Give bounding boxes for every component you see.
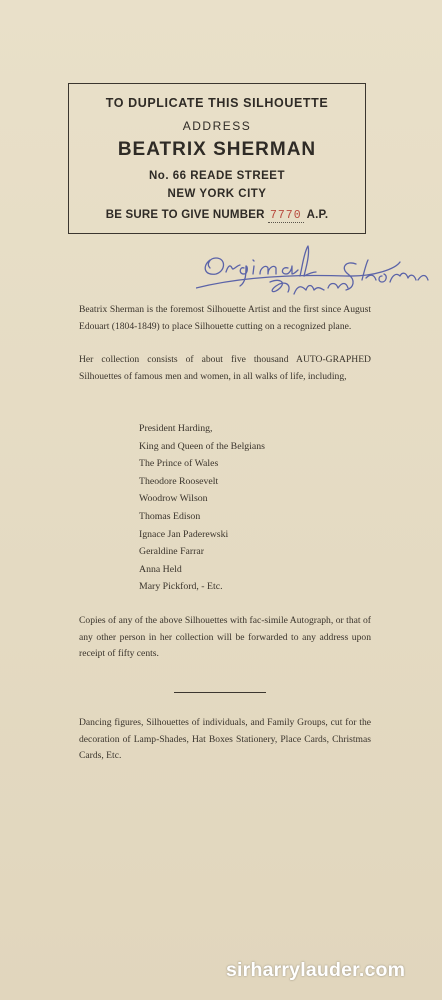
intro-paragraph: Beatrix Sherman is the foremost Silhouette Artist and the first since August Edouart (1804-1849) to place Silhouette cutting on a recognized plane. bbox=[79, 304, 371, 332]
number-prefix: BE SURE TO GIVE NUMBER bbox=[105, 209, 265, 221]
header-line2: ADDRESS bbox=[182, 119, 252, 133]
list-item: President Harding, bbox=[139, 423, 213, 434]
number-line bbox=[69, 209, 365, 222]
divider bbox=[174, 692, 266, 693]
watermark: sirharrylauder.com bbox=[226, 959, 406, 981]
services-paragraph: Dancing figures, Silhouettes of individuals, and Family Groups, cut for the decoration of Lamp-Shades, Hat Boxes Stationery, Place Cards, Christmas Cards, Etc. bbox=[79, 717, 371, 762]
list-item: King and Queen of the Belgians bbox=[139, 440, 265, 452]
header-line1: TO DUPLICATE THIS SILHOUETTE bbox=[105, 96, 329, 110]
list-item: Theodore Roosevelt bbox=[139, 475, 219, 487]
list-item: Ignace Jan Paderewski bbox=[139, 528, 229, 540]
copies-paragraph: Copies of any of the above Silhouettes with fac-simile Autograph, or that of any other person in her collection will be forwarded to any address upon receipt of fifty cents. bbox=[79, 615, 371, 660]
silhouette-number: 7770 bbox=[269, 209, 302, 222]
list-item: Geraldine Farrar bbox=[139, 546, 205, 558]
list-item: Anna Held bbox=[139, 563, 182, 575]
collection-paragraph: Her collection consists of about five thousand AUTO-GRAPHED Silhouettes of famous men and women, in all walks of life, including, bbox=[79, 354, 371, 382]
handwritten-signature bbox=[196, 238, 432, 302]
number-suffix: A.P. bbox=[306, 209, 329, 221]
list-item: Thomas Edison bbox=[139, 510, 201, 522]
list-item: The Prince of Wales bbox=[139, 458, 219, 470]
artist-name: BEATRIX SHERMAN bbox=[117, 139, 317, 160]
list-item: Woodrow Wilson bbox=[139, 493, 208, 505]
famous-names-list bbox=[139, 420, 265, 596]
address-box bbox=[68, 83, 366, 234]
list-item: Mary Pickford, - Etc. bbox=[139, 581, 223, 593]
city: NEW YORK CITY bbox=[167, 188, 267, 200]
street-address: No. 66 READE STREET bbox=[148, 170, 286, 182]
